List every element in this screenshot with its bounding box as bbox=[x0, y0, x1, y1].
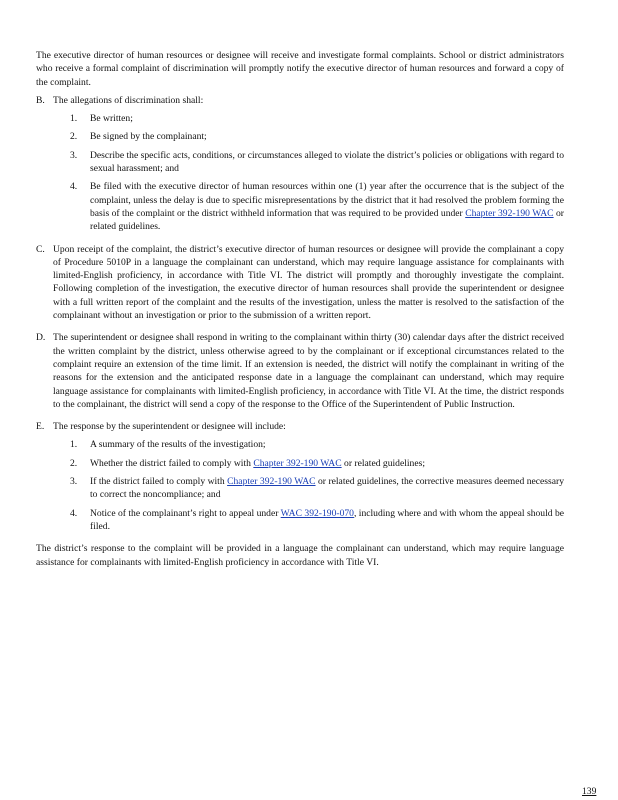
item-text: Whether the district failed to comply with Chapter 392-190 WAC or related guidelines; bbox=[90, 457, 426, 469]
item-text: Be written; bbox=[90, 113, 133, 125]
item-number: 2. bbox=[70, 131, 78, 143]
wac-chapter-link[interactable]: Chapter 392-190 WAC bbox=[253, 457, 342, 469]
item-number: 3. bbox=[70, 476, 78, 488]
section-letter: B. bbox=[36, 94, 45, 106]
list-item bbox=[53, 457, 564, 470]
section-letter: E. bbox=[36, 421, 45, 433]
section-b bbox=[36, 94, 564, 239]
section-letter: C. bbox=[36, 243, 45, 255]
item-number: 1. bbox=[70, 439, 78, 451]
item-number: 4. bbox=[70, 507, 78, 519]
section-e-text: The response by the superintendent or designee will include: bbox=[53, 421, 286, 433]
section-c bbox=[36, 243, 564, 328]
item-text: If the district failed to comply with Chapter 392-190 WAC or related guidelines, the corrective measures deemed necessary to correct the noncompliance; and bbox=[90, 476, 564, 501]
page-number: 139 bbox=[582, 786, 597, 797]
list-item bbox=[53, 438, 564, 451]
document-page bbox=[36, 49, 564, 569]
section-b-text: The allegations of discrimination shall: bbox=[53, 94, 204, 106]
list-item bbox=[53, 112, 564, 125]
item-text: A summary of the results of the investigation; bbox=[90, 439, 266, 451]
section-letter: D. bbox=[36, 332, 46, 344]
closing-paragraph: The district’s response to the complaint will be provided in a language the complainant can understand, which may require language assistance for complainants with limited-English proficiency in accordance with Title VI. bbox=[36, 543, 564, 568]
list-item bbox=[53, 149, 564, 176]
section-d bbox=[36, 331, 564, 416]
item-number: 3. bbox=[70, 149, 78, 161]
list-item bbox=[53, 507, 564, 534]
list-item bbox=[53, 180, 564, 233]
intro-paragraph: The executive director of human resources or designee will receive and investigate formal complaints. School or district administrators who receive a formal complaint of discrimination will promptly notify the executive director of human resources and forward a copy of the complaint. bbox=[36, 50, 564, 88]
item-number: 2. bbox=[70, 457, 78, 469]
wac-section-link[interactable]: WAC 392-190-070 bbox=[280, 507, 354, 519]
item-number: 1. bbox=[70, 113, 78, 125]
section-c-text: Upon receipt of the complaint, the district’s executive director of human resources or designee will provide the complainant a copy of Procedure 5010P in a language the complainant can understand, which may require language assistance for complainants with limited-English proficiency, in accordance with Title VI. The district will promptly and thoroughly investigate the complaint. Following completion of the investigation, the executive director of human resources shall provide the superintendent or designee with a full written report of the complaint and the results of the investigation, unless the matter is resolved to the satisfaction of the complainant without an investigation or prior to the submission of a written report. bbox=[53, 243, 564, 322]
item-text: Be filed with the executive director of human resources within one (1) year after the occurrence that is the subject of the complaint, unless the delay is due to specific misrepresentations by the district that it had resolved the problem forming the basis of the complaint or the district withheld information that was required to be provided under Chapter 392-190 WAC or related guidelines. bbox=[90, 181, 565, 233]
list-item bbox=[53, 130, 564, 143]
list-item bbox=[53, 475, 564, 502]
item-text: Notice of the complainant’s right to appeal under WAC 392-190-070, including where and with whom the appeal should be filed. bbox=[90, 507, 565, 532]
wac-chapter-link[interactable]: Chapter 392-190 WAC bbox=[465, 207, 554, 219]
section-e bbox=[36, 420, 564, 538]
item-number: 4. bbox=[70, 181, 78, 193]
wac-chapter-link[interactable]: Chapter 392-190 WAC bbox=[227, 476, 316, 488]
item-text: Describe the specific acts, conditions, or circumstances alleged to violate the district’s policies or obligations with regard to sexual harassment; and bbox=[90, 149, 564, 175]
section-d-text: The superintendent or designee shall respond in writing to the complainant within thirty (30) calendar days after the district received the written complaint by the district, unless otherwise agreed to by the complainant or if exceptional circumstances related to the complaint require an extension of the time limit. If an extension is needed, the district will notify the complainant in writing of the reasons for the extension and the anticipated response date in a language the complainant can understand, which may require language assistance for complainants with limited-English proficiency, in accordance with Title VI. At the time, the district responds to the complainant, the district will send a copy of the response to the Office of the Superintendent of Public Instruction. bbox=[53, 332, 564, 410]
item-text: Be signed by the complainant; bbox=[90, 131, 207, 143]
